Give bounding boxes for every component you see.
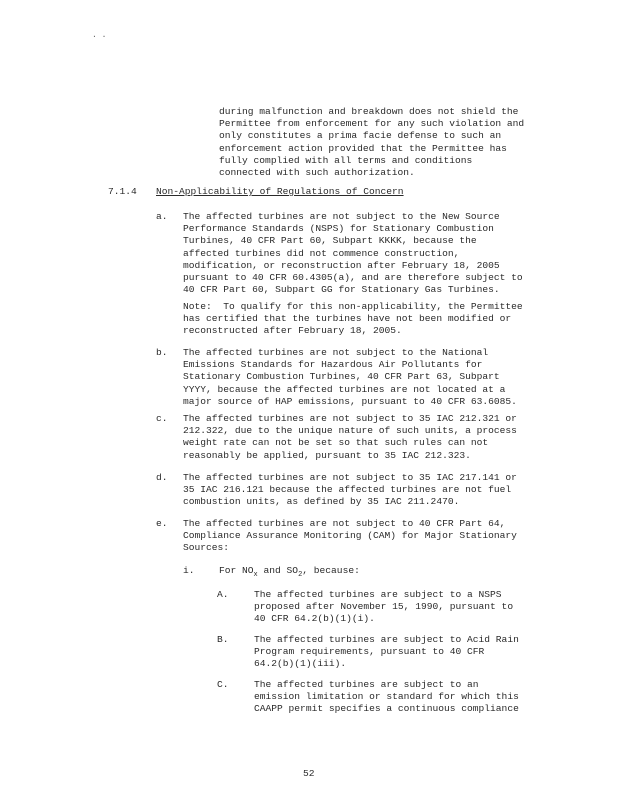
- text-line: enforcement action provided that the Permittee has: [219, 142, 507, 154]
- text-line: YYYY, because the affected turbines are not located at a: [183, 383, 506, 395]
- header-marks: . .: [92, 31, 107, 40]
- item-e-text: [183, 518, 553, 555]
- subsubitem-label-A: A.: [217, 589, 229, 600]
- subsubitem-C-text: [254, 679, 554, 716]
- item-d-text: [183, 472, 553, 509]
- text-line: reasonably be applied, pursuant to 35 IAC 212.323.: [183, 449, 471, 461]
- subsubitem-A-text: [254, 589, 554, 626]
- text-line: Permittee from enforcement for any such violation and: [219, 118, 525, 130]
- text-line: The affected turbines are not subject to 35 IAC 212.321 or: [183, 413, 517, 424]
- item-label-d: d.: [156, 472, 168, 483]
- page-number: 52: [303, 768, 315, 779]
- item-label-a: a.: [156, 211, 168, 222]
- text-line: Turbines, 40 CFR Part 60, Subpart KKKK, because the: [183, 235, 477, 247]
- text-line: only constitutes a prima facie defense to such an: [219, 130, 502, 142]
- subitem-text-after: , because:: [302, 565, 360, 576]
- text-line: 40 CFR Part 60, Subpart GG for Stationary Gas Turbines.: [183, 284, 500, 296]
- text-line: major source of HAP emissions, pursuant to 40 CFR 63.6085.: [183, 395, 517, 407]
- text-line: Performance Standards (NSPS) for Stationary Combustion: [183, 223, 494, 235]
- text-line: pursuant to 40 CFR 60.4305(a), and are therefore subject to: [183, 272, 523, 284]
- text-line: weight rate can not be set so that such rules can not: [183, 437, 489, 449]
- text-line: Sources:: [183, 542, 230, 554]
- subscript-x: x: [253, 570, 258, 579]
- text-line: 64.2(b)(1)(iii).: [254, 658, 347, 670]
- text-line: reconstructed after February 18, 2005.: [183, 325, 402, 337]
- text-line: The affected turbines are not subject to the National: [183, 347, 489, 358]
- section-number: 7.1.4: [108, 186, 137, 197]
- text-line: The affected turbines are not subject to 40 CFR Part 64,: [183, 518, 506, 529]
- text-line: has certified that the turbines have not been modified or: [183, 313, 512, 325]
- text-line: 40 CFR 64.2(b)(1)(i).: [254, 613, 375, 625]
- text-line: 212.322, due to the unique nature of such units, a process: [183, 425, 517, 437]
- text-line: Compliance Assurance Monitoring (CAM) for Major Stationary: [183, 530, 517, 542]
- subsubitem-B-text: [254, 634, 554, 671]
- text-line: The affected turbines are not subject to the New Source: [183, 211, 500, 222]
- subitem-text-before: For NO: [219, 565, 254, 576]
- text-line: Emissions Standards for Hazardous Air Pollutants for: [183, 359, 483, 371]
- text-line: The affected turbines are subject to Acid Rain: [254, 634, 519, 645]
- text-line: modification, or reconstruction after February 18, 2005: [183, 259, 500, 271]
- text-line: Note: To qualify for this non-applicability, the Permittee: [183, 301, 523, 312]
- text-line: proposed after November 15, 1990, pursuant to: [254, 601, 514, 613]
- subitem-label-i: i.: [183, 565, 195, 576]
- item-label-e: e.: [156, 518, 168, 529]
- text-line: during malfunction and breakdown does not shield the: [219, 106, 519, 117]
- item-label-c: c.: [156, 413, 168, 424]
- item-a-note: [183, 301, 553, 338]
- text-line: Program requirements, pursuant to 40 CFR: [254, 646, 485, 658]
- item-c-text: [183, 413, 553, 462]
- text-line: The affected turbines are subject to a NSPS: [254, 589, 502, 600]
- text-line: combustion units, as defined by 35 IAC 211.2470.: [183, 496, 460, 508]
- subitem-text-mid: and SO: [257, 565, 299, 576]
- item-a-text: [183, 211, 553, 296]
- subitem-i-text: [219, 565, 360, 577]
- text-line: The affected turbines are subject to an: [254, 679, 479, 690]
- text-line: Stationary Combustion Turbines, 40 CFR Part 63, Subpart: [183, 371, 500, 383]
- text-line: The affected turbines are not subject to 35 IAC 217.141 or: [183, 472, 517, 483]
- item-b-text: [183, 347, 553, 408]
- text-line: affected turbines did not commence construction,: [183, 247, 460, 259]
- text-line: emission limitation or standard for which this: [254, 691, 519, 703]
- continuation-paragraph: [219, 106, 549, 179]
- text-line: CAAPP permit specifies a continuous compliance: [254, 703, 519, 715]
- subscript-2: 2: [298, 570, 303, 579]
- section-title: Non-Applicability of Regulations of Concern: [156, 186, 404, 197]
- subsubitem-label-B: B.: [217, 634, 229, 645]
- subsubitem-label-C: C.: [217, 679, 229, 690]
- item-label-b: b.: [156, 347, 168, 358]
- text-line: 35 IAC 216.121 because the affected turbines are not fuel: [183, 484, 512, 496]
- text-line: connected with such authorization.: [219, 167, 415, 179]
- text-line: fully complied with all terms and conditions: [219, 154, 473, 166]
